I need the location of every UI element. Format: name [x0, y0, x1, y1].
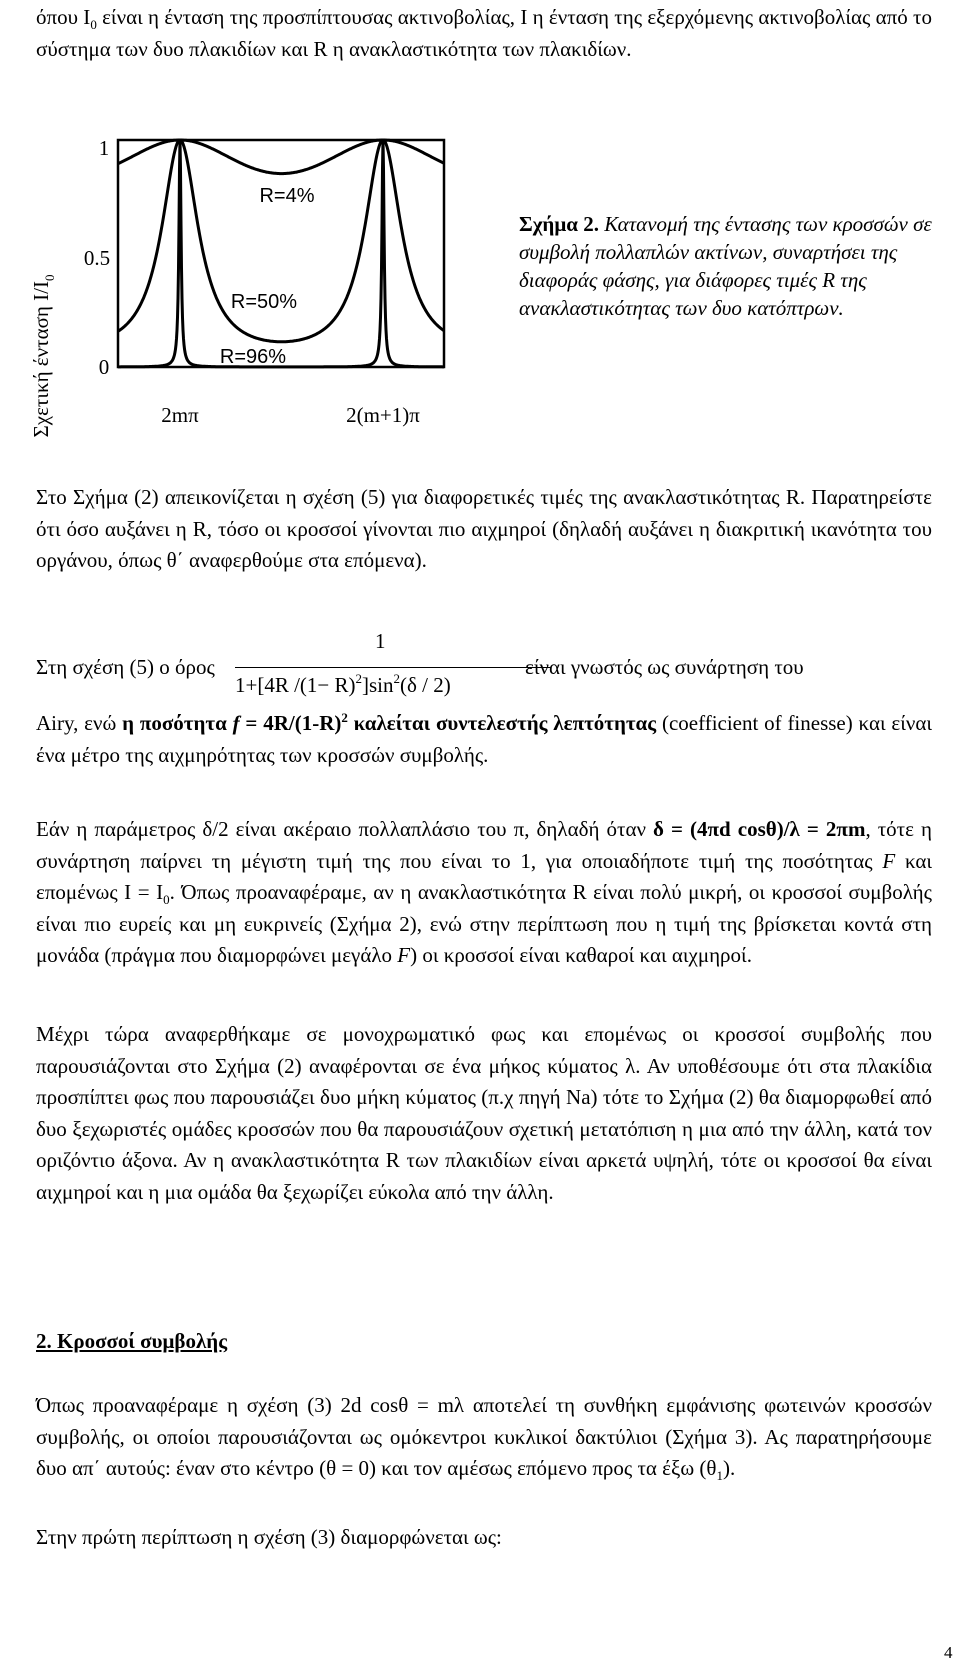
- paragraph-3: Εάν η παράμετρος δ/2 είναι ακέραιο πολλαπλάσιο του π, δηλαδή όταν δ = (4πd cosθ)/λ = 2πm, τότε η συνάρτηση παίρνει τη μέγιστη τιμή της που είναι το 1, για οποιαδήποτε τιμή της ποσότητας F και επομένως $I = I_0$. Όπως προαναφέραμε, αν η ανακλαστικότητα R είναι πολύ μικρή, οι κροσσοί συμβολής είναι πιο ευρείς και μη ευκρινείς (Σχήμα 2), ενώ στην περίπτωση που η τιμή της βρίσκεται κοντά στη μονάδα (πράγμα που διαμορφώνει μεγάλο F) οι κροσσοί είναι καθαροί και αιχμηροί.: [36, 817, 932, 967]
- ytick-0-5: 0.5: [83, 246, 111, 270]
- xtick-2m-plus-1-pi: 2(m+1)π: [346, 403, 420, 427]
- caption-text: Κατανομή της έντασης των κροσσών σε συμβολή πολλαπλών ακτίνων, συναρτήσει της διαφοράς φάσης, για διάφορες τιμές R της ανακλαστικότητας των δυο κατόπτρων.: [519, 212, 932, 320]
- intro-paragraph: όπου $I_0$ είναι η ένταση της προσπίπτουσας ακτινοβολίας, I η ένταση της εξερχόμενης ακτινοβολίας από το σύστημα των δυο πλακιδίων και R η ανακλαστικότητα των πλακιδίων.: [36, 5, 933, 61]
- figure-2-plot: [0, 130, 500, 450]
- figure-caption: [519, 210, 959, 322]
- section-heading: 2. Κροσσοί συμβολής: [36, 1329, 228, 1353]
- ytick-0: 0: [98, 355, 110, 379]
- formula-after: είναι γνωστός ως συνάρτηση του: [525, 655, 804, 679]
- paragraph-6: Στην πρώτη περίπτωση η σχέση (3) διαμορφώνεται ως:: [36, 1525, 502, 1549]
- paragraph-5: Όπως προαναφέραμε η σχέση (3) 2d cosθ = mλ αποτελεί τη συνθήκη εμφάνισης φωτεινών κροσσών συμβολής, οι οποίοι παρουσιάζονται ως ομόκεντροι κυκλικοί δακτύλιοι (Σχήμα 3). Ας παρατηρήσουμε δυο απ΄ αυτούς: έναν στο κέντρο (θ = 0) και τον αμέσως επόμενο προς τα έξω $(\theta_1)$.: [36, 1393, 932, 1484]
- paragraph-2: Airy, ενώ η ποσότητα $f = 4R/(1-R)^2$ καλείται συντελεστής λεπτότητας (coefficient of finesse) και είναι ένα μέτρο της αιχμηρότητας των κροσσών συμβολής.: [36, 710, 933, 767]
- ytick-1: 1: [98, 136, 110, 160]
- curve-label-r-4: R=4%: [259, 185, 315, 207]
- xtick-2m-pi: 2mπ: [161, 403, 199, 427]
- caption-label: Σχήμα 2.: [519, 212, 599, 236]
- page-number: 4: [944, 1643, 953, 1662]
- formula-denominator: 1+[4R $/(1- R)^2]\sin^2(\delta / 2)$: [235, 670, 451, 697]
- formula-before: Στη σχέση (5) ο όρος: [36, 655, 215, 679]
- curve-label-r-50: R=50%: [230, 291, 298, 313]
- curve-r-4: [118, 140, 444, 174]
- figure-ylabel: Σχετική ένταση $I/I_0$: [29, 274, 57, 438]
- formula-numerator: 1: [375, 629, 386, 653]
- fraction-bar: [235, 667, 551, 668]
- paragraph-1: Στο Σχήμα (2) απεικονίζεται η σχέση (5) για διαφορετικές τιμές της ανακλαστικότητας R. Παρατηρείστε ότι όσο αυξάνει η R, τόσο οι κροσσοί γίνονται πιο αιχμηροί (δηλαδή αυξάνει η διακριτική ικανότητα του οργάνου, όπως θ΄ αναφερθούμε στα επόμενα).: [36, 485, 932, 572]
- paragraph-4: Μέχρι τώρα αναφερθήκαμε σε μονοχρωματικό φως και επομένως οι κροσσοί συμβολής που παρουσιάζονται στο Σχήμα (2) αναφέρονται σε ένα μήκος κύματος λ. Αν υποθέσουμε ότι στα πλακίδια προσπίπτει φως που παρουσιάζει δυο μήκη κύματος (π.χ πηγή Na) τότε το Σχήμα (2) θα διαμορφωθεί από δυο ξεχωριστές ομάδες κροσσών που θα παρουσιάζουν σχετική μετατόπιση η μια από την άλλη, κατά τον οριζόντιο άξονα. Αν η ανακλαστικότητα R των πλακιδίων είναι αρκετά υψηλή, τότε οι κροσσοί θα είναι αιχμηροί και η μια ομάδα θα ξεχωρίζει εύκολα από την άλλη.: [36, 1022, 932, 1204]
- curve-label-r-96: R=96%: [219, 346, 287, 368]
